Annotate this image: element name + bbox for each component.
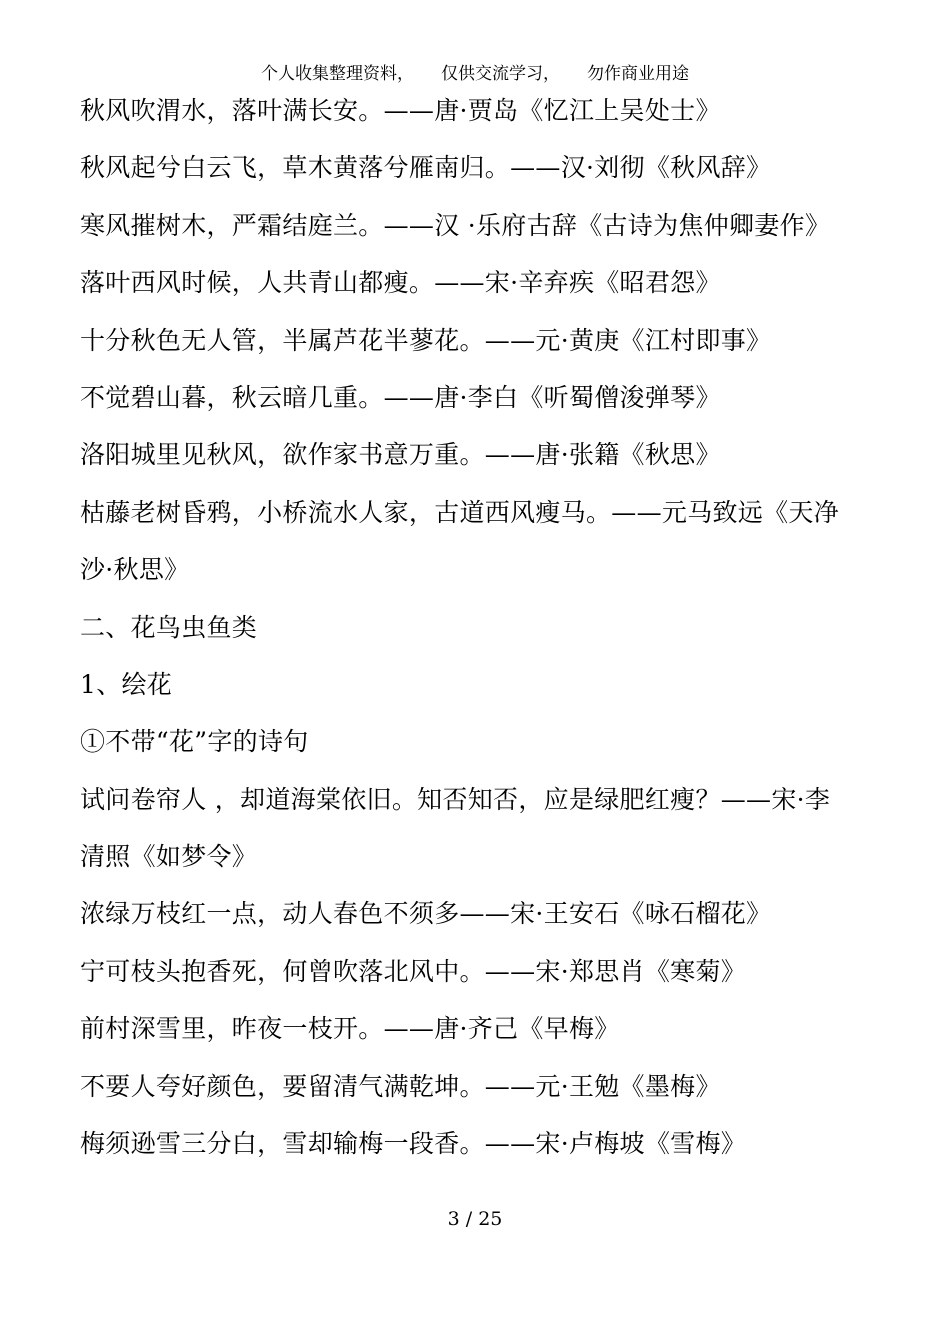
text-line: 秋风起兮白云飞，草木黄落兮雁南归。——汉·刘彻《秋风辞》 — [80, 153, 772, 183]
text-line: 宁可枝头抱香死，何曾吹落北风中。——宋·郑思肖《寒菊》 — [80, 956, 747, 986]
text-line: 浓绿万枝红一点，动人春色不须多——宋·王安石《咏石榴花》 — [80, 899, 772, 929]
text-line: 清照《如梦令》 — [80, 842, 258, 872]
document-body — [80, 82, 880, 1172]
subsection-heading: 1、绘花 — [80, 669, 173, 699]
text-line: 十分秋色无人管，半属芦花半蓼花。——元·黄庚《江村即事》 — [80, 325, 772, 355]
text-line: 枯藤老树昏鸦，小桥流水人家，古道西风瘦马。——元马致远《天净 — [80, 497, 840, 527]
subsection-heading: ①不带“花”字的诗句 — [80, 727, 309, 757]
text-line: 寒风摧树木，严霜结庭兰。——汉 ·乐府古辞《古诗为焦仲卿妻作》 — [80, 210, 831, 240]
text-line: 不要人夸好颜色，要留清气满乾坤。——元·王勉《墨梅》 — [80, 1071, 721, 1101]
text-line: 落叶西风时候，人共青山都瘦。——宋·辛弃疾《昭君怨》 — [80, 268, 721, 298]
text-line: 梅须逊雪三分白，雪却输梅一段香。——宋·卢梅坡《雪梅》 — [80, 1129, 747, 1159]
text-line: 洛阳城里见秋风，欲作家书意万重。——唐·张籍《秋思》 — [80, 440, 721, 470]
text-line: 沙·秋思》 — [80, 555, 190, 585]
page-header: 个人收集整理资料， 仅供交流学习， 勿作商业用途 — [260, 64, 690, 84]
text-line: 秋风吹渭水，落叶满长安。——唐·贾岛《忆江上吴处士》 — [80, 96, 721, 125]
text-line: 试问卷帘人 ，却道海棠依旧。知否知否，应是绿肥红瘦？——宋·李 — [80, 784, 831, 814]
text-line: 前村深雪里，昨夜一枝开。——唐·齐己《早梅》 — [80, 1014, 620, 1044]
section-heading: 二、花鸟虫鱼类 — [80, 612, 258, 642]
text-line: 不觉碧山暮，秋云暗几重。——唐·李白《听蜀僧浚弹琴》 — [80, 382, 721, 412]
page-number: 3 / 25 — [447, 1208, 503, 1230]
